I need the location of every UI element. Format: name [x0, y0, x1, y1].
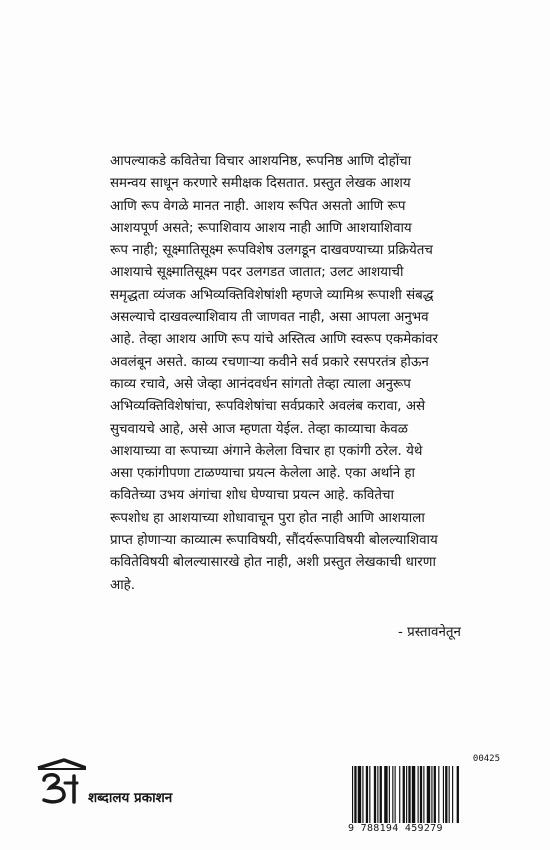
blurb-line: आपल्याकडे कवितेचा विचार आशयनिष्ठ, रूपनिष्ठ आणि दोहोंचा — [110, 154, 412, 169]
barcode-digits: 9 788194 459279 — [348, 823, 508, 834]
blurb-line: आहे. तेव्हा आशय आणि रूप यांचे अस्तित्व आणि स्वरूप एकमेकांवर — [110, 332, 438, 348]
blurb-line: रूपशोध हा आशयाच्या शोधावाचून पुरा होत नाही आणि आशयाला — [110, 510, 425, 526]
blurb-line: अभिव्यक्तिविशेषांचा, रूपविशेषांचा सर्वप्रकारे अवलंब करावा, असे — [110, 399, 426, 415]
blurb-line: अवलंबून असते. काव्य रचणाऱ्या कवीने सर्व प्रकारे रसपरतंत्र होऊन — [110, 354, 429, 370]
blurb-line: प्राप्त होणाऱ्या काव्यात्म रूपाविषयी, सौंदर्यरूपाविषयी बोलल्याशिवाय — [110, 533, 438, 549]
blurb-line: आशयपूर्ण असते; रूपाशिवाय आशय नाही आणि आशयाशिवाय — [110, 220, 412, 236]
blurb-line: आहे. — [110, 577, 136, 593]
blurb-line: काव्य रचावे, असे जेव्हा आनंदवर्धन सांगतो तेव्हा त्याला अनुरूप — [110, 376, 411, 392]
blurb-line: समन्वय साधून करणारे समीक्षक दिसतात. प्रस्तुत लेखक आशय — [110, 176, 411, 192]
blurb-line: आशयाच्या वा रूपाच्या अंगाने केलेला विचार हा एकांगी ठरेल. येथे — [110, 443, 423, 459]
blurb-line: असा एकांगीपणा टाळण्याचा प्रयत्न केलेला आहे. एका अर्थाने हा — [110, 466, 415, 482]
blurb-line: आशयाचे सूक्ष्मातिसूक्ष्म पदर उलगडत जातात; उलट आशयाची — [110, 265, 404, 281]
barcode-bars — [352, 766, 500, 826]
blurb-line: आणि रूप वेगळे मानत नाही. आशय रूपित असतो आणि रूप — [110, 198, 406, 214]
blurb-text — [110, 151, 455, 597]
shabdalay-logo-icon — [34, 756, 86, 808]
blurb-line: कवितेविषयी बोलल्यासारखे होत नाही, अशी प्रस्तुत लेखकाची धारणा — [110, 555, 436, 571]
blurb-line: असल्याचे दाखवल्याशिवाय ती जाणवत नाही, असा आपला अनुभव — [110, 310, 429, 326]
blurb-line: कवितेच्या उभय अंगांचा शोध घेण्याचा प्रयत्न आहे. कवितेचा — [110, 488, 394, 504]
isbn-barcode — [338, 754, 508, 834]
publisher-name: शब्दालय प्रकाशन — [88, 790, 173, 806]
barcode-code: 00425 — [472, 754, 500, 764]
blurb-line: समृद्धता व्यंजक अभिव्यक्तिविशेषांशी म्हणजे व्यामिश्र रूपाशी संबद्ध — [110, 287, 434, 303]
blurb-line: सुचवायचे आहे, असे आज म्हणता येईल. तेव्हा काव्याचा केवळ — [110, 421, 408, 437]
blurb-line: रूप नाही; सूक्ष्मातिसूक्ष्म रूपविशेष उलगडून दाखवण्याच्या प्रक्रियेतच — [110, 243, 433, 259]
attribution-text: - प्रस्तावनेतून — [398, 625, 461, 640]
